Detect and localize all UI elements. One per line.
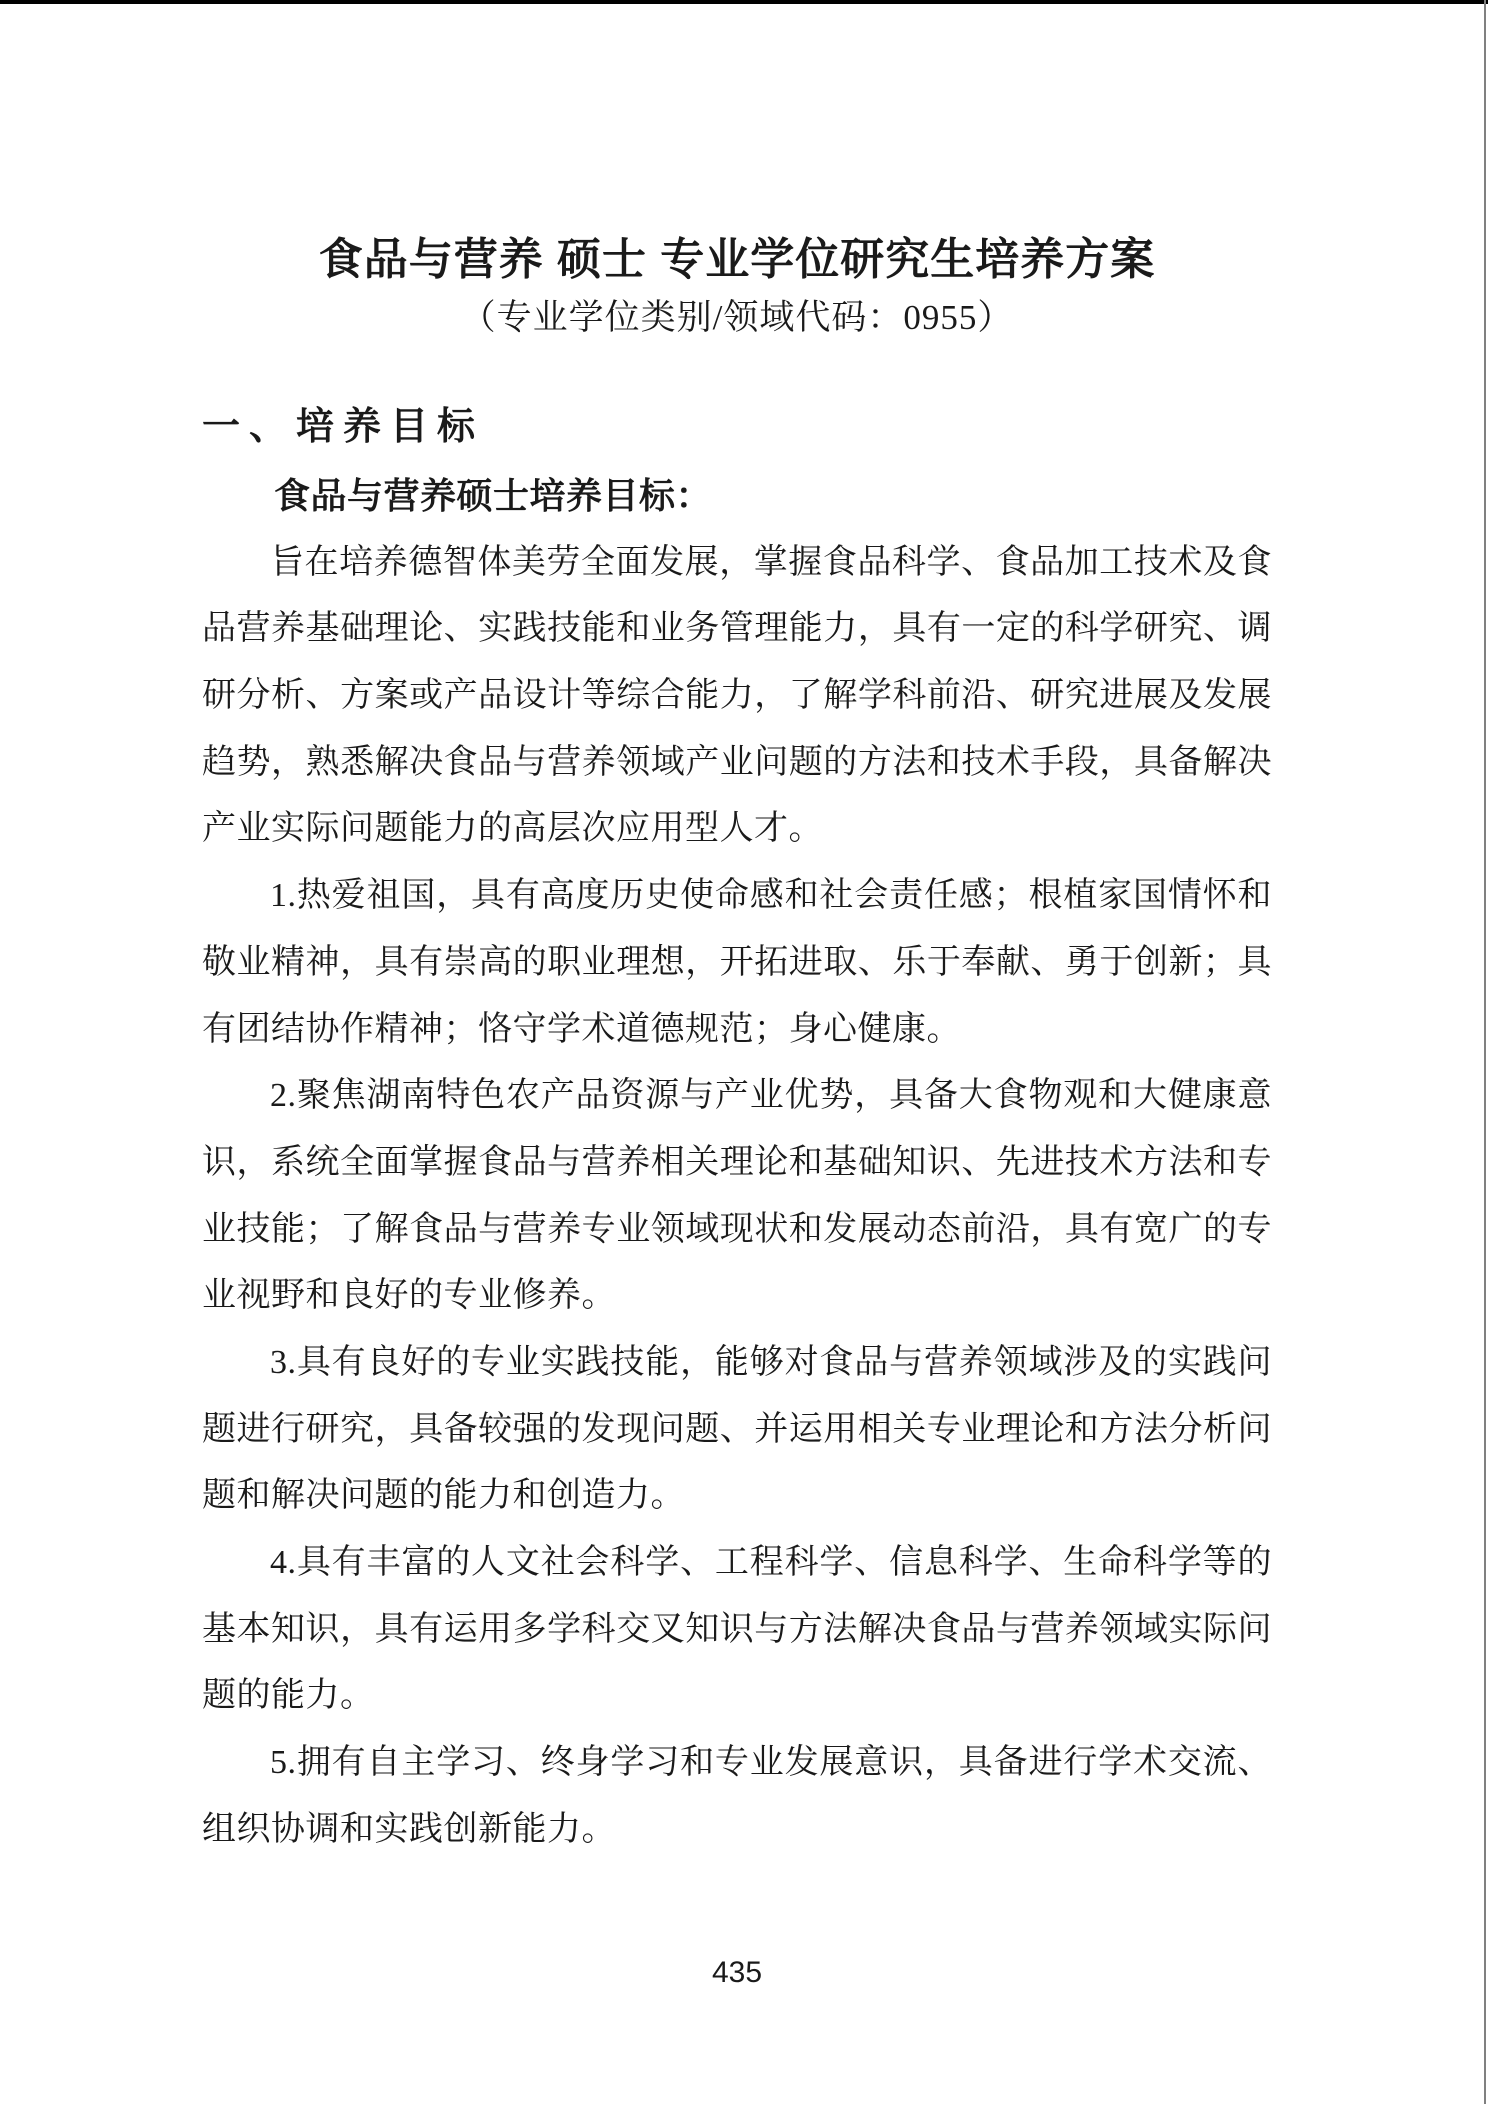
paragraph-line: 5.拥有自主学习、终身学习和专业发展意识，具备进行学术交流、 xyxy=(270,1744,1272,1782)
paragraph-line: 4.具有丰富的人文社会科学、工程科学、信息科学、生命科学等的 xyxy=(270,1544,1272,1581)
section-heading: 一、培养目标 xyxy=(202,406,485,448)
document-subtitle: （专业学位类别/领域代码：0955） xyxy=(460,298,1014,337)
paragraph-line: 趋势，熟悉解决食品与营养领域产业问题的方法和技术手段，具备解决 xyxy=(202,743,1272,781)
paragraph-line: 识，系统全面掌握食品与营养相关理论和基础知识、先进技术方法和专 xyxy=(202,1143,1272,1181)
section-subheading: 食品与营养硕士培养目标： xyxy=(274,476,713,516)
paragraph-line: 业视野和良好的专业修养。 xyxy=(202,1277,616,1315)
paragraph-line: 题和解决问题的能力和创造力。 xyxy=(202,1477,685,1515)
paragraph-line: 2.聚焦湖南特色农产品资源与产业优势，具备大食物观和大健康意 xyxy=(270,1077,1272,1115)
paragraph-line: 研分析、方案或产品设计等综合能力，了解学科前沿、研究进展及发展 xyxy=(202,677,1272,715)
paragraph-line: 产业实际问题能力的高层次应用型人才。 xyxy=(202,810,823,848)
document-title: 食品与营养 硕士 专业学位研究生培养方案 xyxy=(318,235,1156,284)
page-right-edge-line xyxy=(1484,0,1486,2104)
paragraph-line: 3.具有良好的专业实践技能，能够对食品与营养领域涉及的实践问 xyxy=(270,1343,1272,1381)
page-number: 435 xyxy=(711,1956,763,1989)
paragraph-line: 1.热爱祖国，具有高度历史使命感和社会责任感；根植家国情怀和 xyxy=(270,877,1272,915)
paragraph-line: 基本知识，具有运用多学科交叉知识与方法解决食品与营养领域实际问 xyxy=(202,1610,1272,1648)
body-block xyxy=(202,463,1272,1863)
paragraph-line: 题进行研究，具备较强的发现问题、并运用相关专业理论和方法分析问 xyxy=(202,1410,1272,1448)
paragraph-line: 题的能力。 xyxy=(202,1677,375,1715)
paragraph-line: 品营养基础理论、实践技能和业务管理能力，具有一定的科学研究、调 xyxy=(202,610,1272,648)
paragraph-line: 旨在培养德智体美劳全面发展，掌握食品科学、食品加工技术及食 xyxy=(270,543,1272,581)
paragraph-line: 组织协调和实践创新能力。 xyxy=(202,1810,616,1848)
paragraph-line: 业技能；了解食品与营养专业领域现状和发展动态前沿，具有宽广的专 xyxy=(202,1210,1272,1248)
paragraph-line: 有团结协作精神；恪守学术道德规范；身心健康。 xyxy=(202,1010,961,1048)
paragraph-line: 敬业精神，具有崇高的职业理想，开拓进取、乐于奉献、勇于创新；具 xyxy=(202,943,1272,981)
page-content xyxy=(202,0,1272,1989)
